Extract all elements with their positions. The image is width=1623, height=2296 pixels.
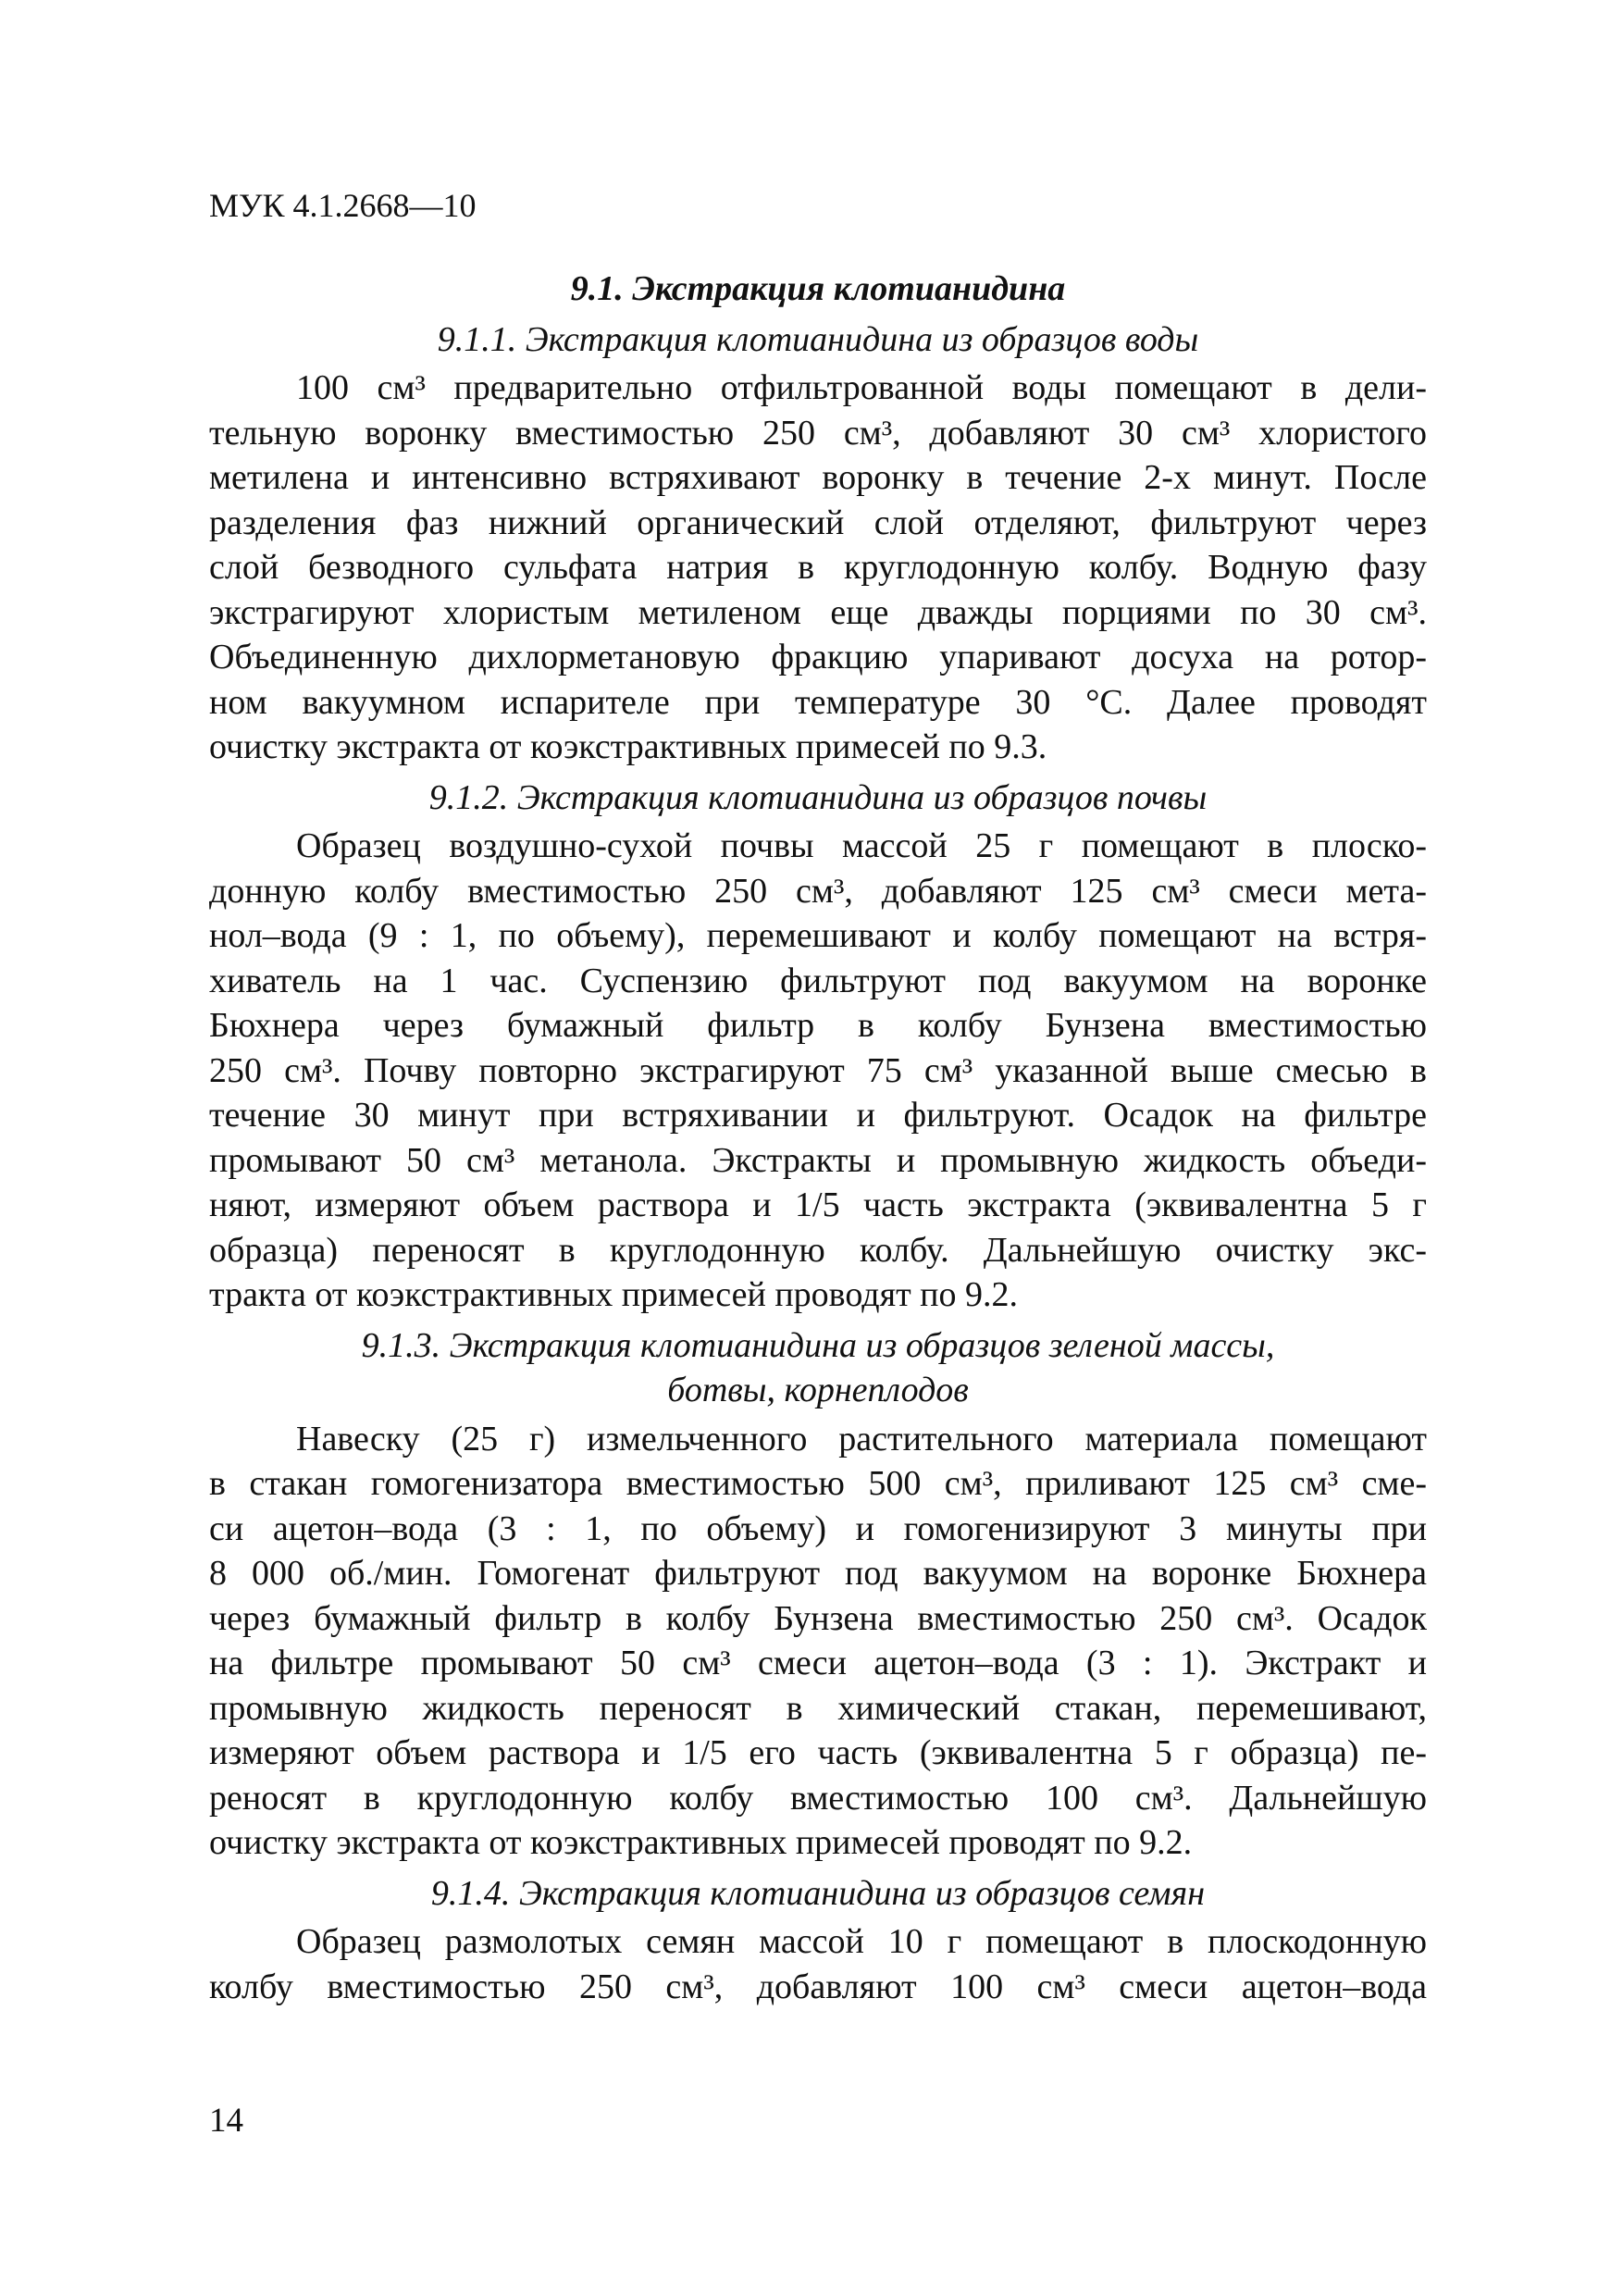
text-line: очистку экстракта от коэкстрактивных примесей по 9.3. bbox=[209, 727, 1047, 766]
text-line: образца) переносят в круглодонную колбу. Дальнейшую очистку экс- bbox=[209, 1230, 1427, 1270]
paragraph-green-mass bbox=[209, 1417, 1427, 1866]
text-line: очистку экстракта от коэкстрактивных примесей проводят по 9.2. bbox=[209, 1823, 1193, 1862]
text-line: Образец воздушно-сухой почвы массой 25 г помещают в плоско- bbox=[296, 826, 1427, 865]
text-line: измеряют объем раствора и 1/5 его часть (эквивалентна 5 г образца) пе- bbox=[209, 1733, 1427, 1772]
text-line: метилена и интенсивно встряхивают воронку в течение 2-х минут. После bbox=[209, 458, 1427, 497]
text-line: промывают 50 см³ метанола. Экстракты и промывную жидкость объеди- bbox=[209, 1140, 1427, 1180]
subsection-title-seeds bbox=[209, 1871, 1427, 1917]
text-line: слой безводного сульфата натрия в круглодонную колбу. Водную фазу bbox=[209, 548, 1427, 587]
subsection-title-soil bbox=[209, 776, 1427, 821]
paragraph-soil bbox=[209, 824, 1427, 1318]
text-line: реносят в круглодонную колбу вместимостью 100 см³. Дальнейшую bbox=[209, 1778, 1427, 1818]
text-line: Бюхнера через бумажный фильтр в колбу Бунзена вместимостью bbox=[209, 1006, 1427, 1045]
subsection-title-green-mass bbox=[209, 1323, 1427, 1413]
section-title: 9.1. Экстракция клотианидина bbox=[570, 269, 1066, 308]
text-line: хиватель на 1 час. Суспензию фильтруют под вакуумом на воронке bbox=[209, 961, 1427, 1000]
text-line: через бумажный фильтр в колбу Бунзена вместимостью 250 см³. Осадок bbox=[209, 1598, 1427, 1638]
subsection-title-line: ботвы, корнеплодов bbox=[667, 1371, 969, 1409]
text-line: ном вакуумном испарителе при температуре 30 °С. Далее проводят bbox=[209, 682, 1427, 722]
subsection-title-line: 9.1.2. Экстракция клотианидина из образцов почвы bbox=[428, 777, 1208, 817]
text-line: колбу вместимостью 250 см³, добавляют 100 см³ смеси ацетон–вода bbox=[209, 1967, 1427, 2006]
text-line: Объединенную дихлорметановую фракцию упаривают досуха на ротор- bbox=[209, 638, 1427, 676]
text-line: 8 000 об./мин. Гомогенат фильтруют под вакуумом на воронке Бюхнера bbox=[209, 1554, 1427, 1593]
text-line: 100 см³ предварительно отфильтрованной воды помещают в дели- bbox=[296, 368, 1427, 407]
subsection-title-line: 9.1.4. Экстракция клотианидина из образцов семян bbox=[430, 1873, 1206, 1913]
subsection-title-line: 9.1.1. Экстракция клотианидина из образцов воды bbox=[437, 319, 1199, 359]
text-line: нол–вода (9 : 1, по объему), перемешивают и колбу помещают на встря- bbox=[209, 916, 1427, 955]
document-body bbox=[209, 267, 1427, 2015]
text-line: си ацетон–вода (3 : 1, по объему) и гомогенизируют 3 минуты при bbox=[209, 1508, 1427, 1548]
text-line: Навеску (25 г) измельченного растительного материала помещают bbox=[296, 1419, 1427, 1458]
subsection-title-line: 9.1.3. Экстракция клотианидина из образцов зеленой массы, bbox=[361, 1325, 1275, 1365]
text-line: Образец размолотых семян массой 10 г помещают в плоскодонную bbox=[296, 1922, 1427, 1961]
text-line: разделения фаз нижний органический слой отделяют, фильтруют через bbox=[209, 503, 1427, 542]
text-line: промывную жидкость переносят в химический стакан, перемешивают, bbox=[209, 1688, 1427, 1728]
text-line: в стакан гомогенизатора вместимостью 500 см³, приливают 125 см³ сме- bbox=[209, 1464, 1427, 1503]
text-line: тракта от коэкстрактивных примесей проводят по 9.2. bbox=[209, 1275, 1019, 1314]
paragraph-water bbox=[209, 366, 1427, 770]
text-line: экстрагируют хлористым метиленом еще дважды порциями по 30 см³. bbox=[209, 592, 1427, 632]
text-line: 250 см³. Почву повторно экстрагируют 75 см³ указанной выше смесью в bbox=[209, 1050, 1427, 1090]
paragraph-seeds bbox=[209, 1919, 1427, 2009]
subsection-title-water bbox=[209, 317, 1427, 363]
text-line: тельную воронку вместимостью 250 см³, добавляют 30 см³ хлористого bbox=[209, 413, 1427, 453]
page-number: 14 bbox=[209, 2102, 243, 2140]
text-line: няют, измеряют объем раствора и 1/5 часть экстракта (эквивалентна 5 г bbox=[209, 1185, 1427, 1224]
text-line: течение 30 минут при встряхивании и фильтруют. Осадок на фильтре bbox=[209, 1096, 1427, 1135]
text-line: донную колбу вместимостью 250 см³, добавляют 125 см³ смеси мета- bbox=[209, 871, 1427, 911]
text-line: на фильтре промывают 50 см³ смеси ацетон–вода (3 : 1). Экстракт и bbox=[209, 1644, 1427, 1682]
running-head: МУК 4.1.2668—10 bbox=[209, 187, 477, 224]
